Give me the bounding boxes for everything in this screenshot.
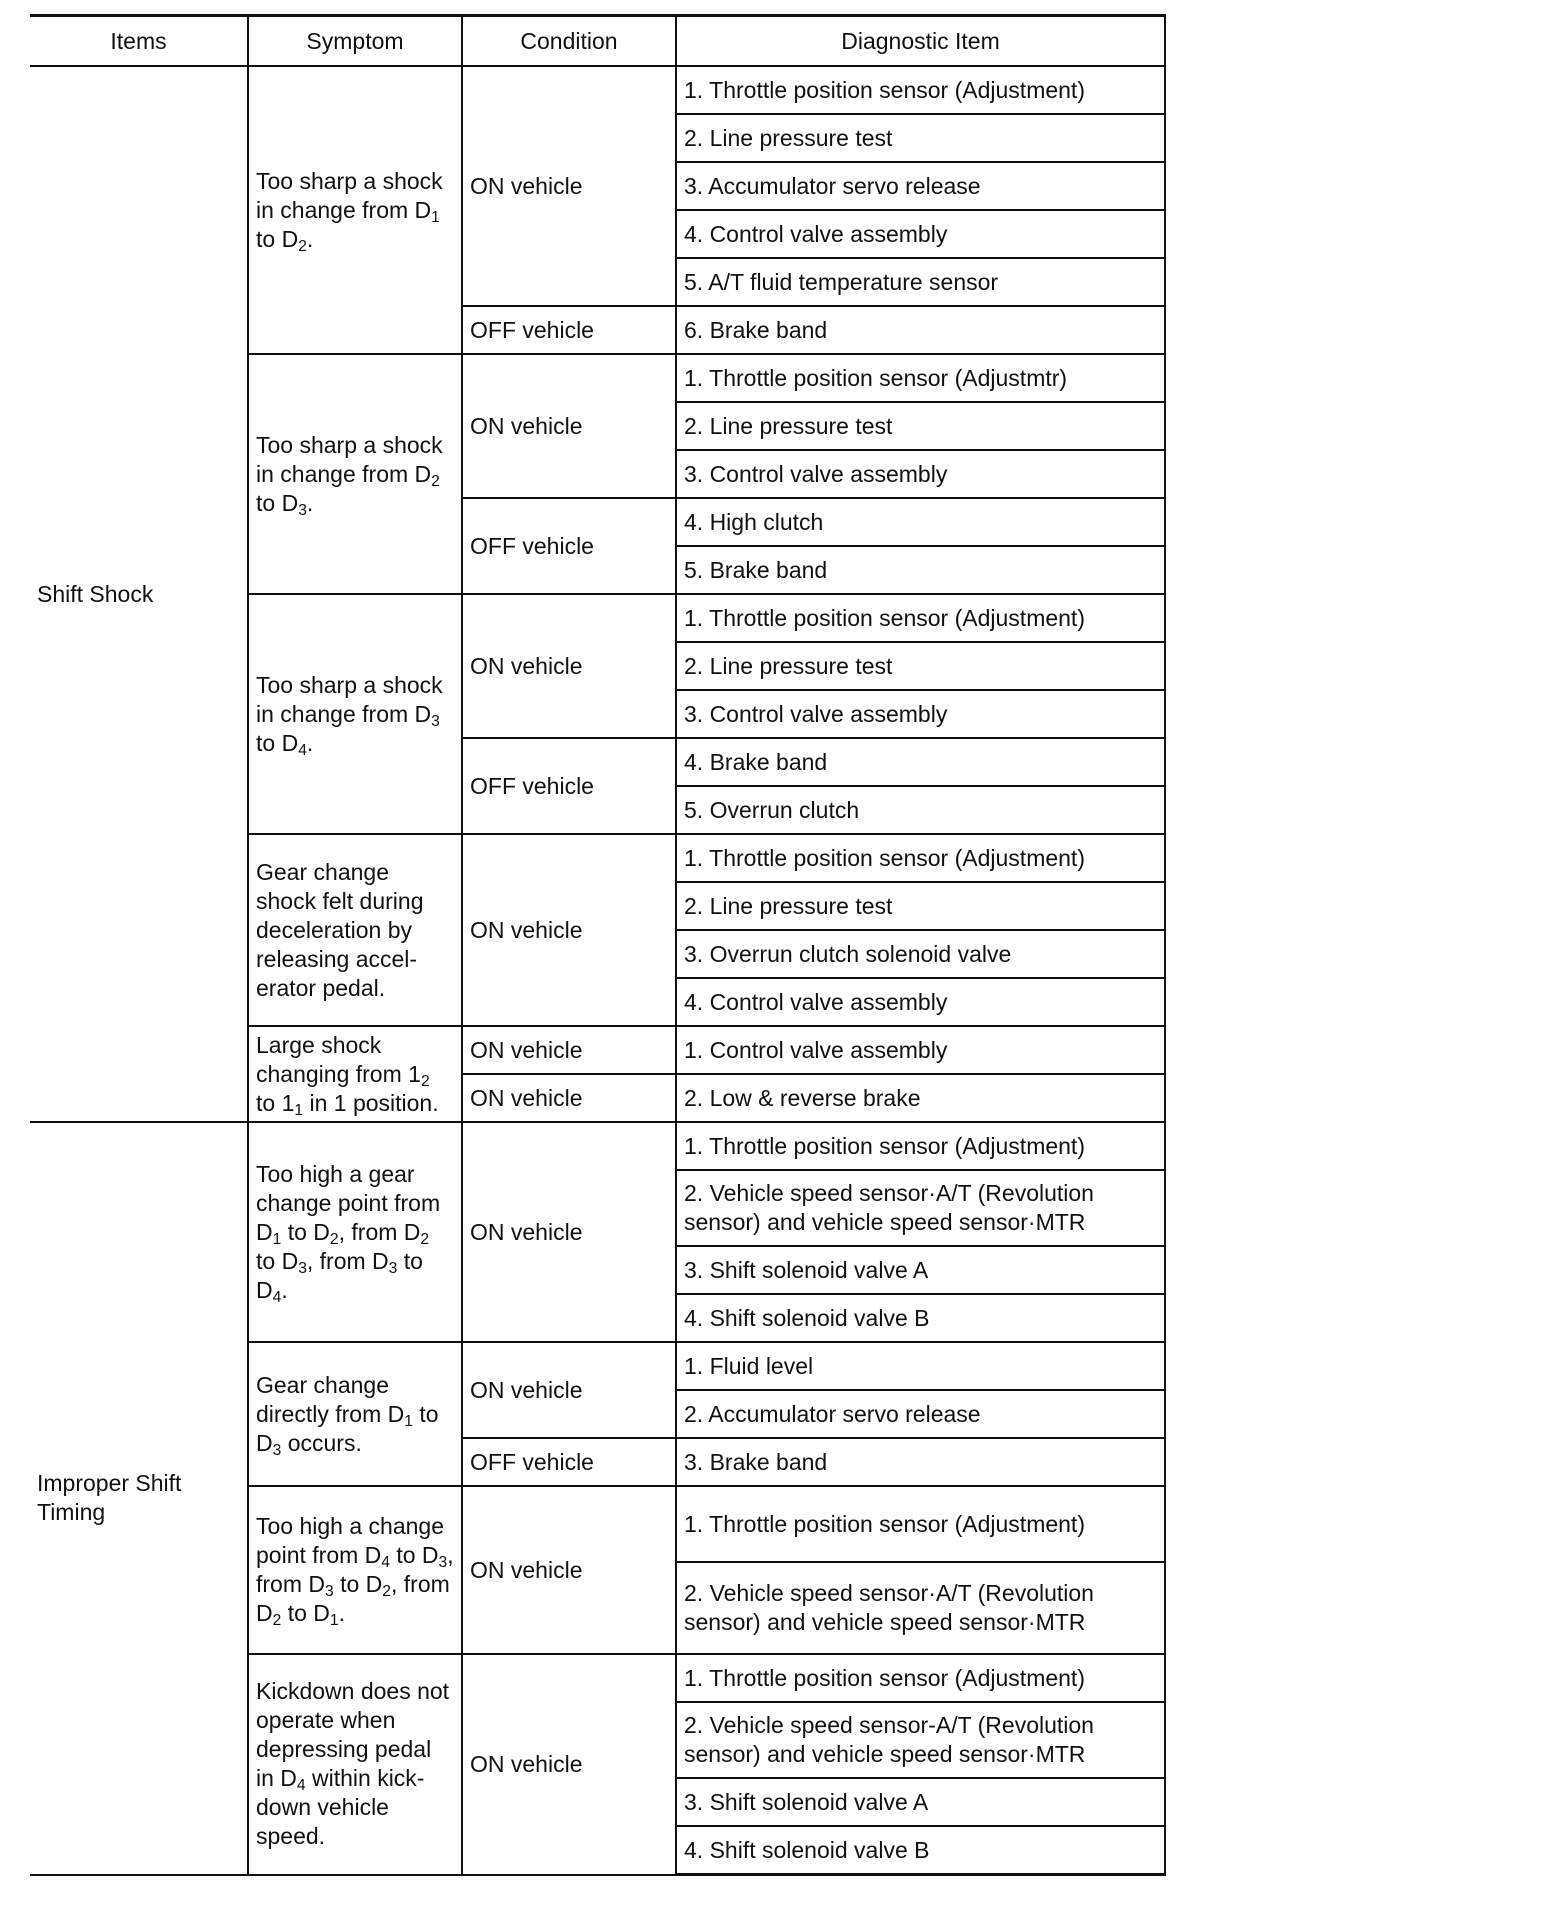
diagnostic-item: 4. Shift solenoid valve B	[676, 1294, 1165, 1342]
diagnostic-item: 3. Accumulator servo release	[676, 162, 1165, 210]
diagnostic-item: 1. Control valve assembly	[676, 1026, 1165, 1074]
table-body	[30, 66, 1165, 1875]
condition-cell: ON vehicle	[462, 1026, 676, 1074]
diagnostic-item: 1. Throttle position sensor (Adjustmtr)	[676, 354, 1165, 402]
table-row	[30, 66, 1165, 114]
symptom-cell: Gear change directly from $D_1$ to $D_3$ occurs.	[248, 1342, 462, 1486]
diagnostic-item: 2. Line pressure test	[676, 402, 1165, 450]
diagnostic-item: 4. Control valve assembly	[676, 978, 1165, 1026]
diagnostic-item: 1. Throttle position sensor (Adjustment)	[676, 834, 1165, 882]
diagnostic-item: 2. Line pressure test	[676, 642, 1165, 690]
condition-cell: ON vehicle	[462, 594, 676, 738]
header-condition: Condition	[462, 16, 676, 67]
diagnostic-item: 2. Line pressure test	[676, 114, 1165, 162]
diagnostic-item: 4. High clutch	[676, 498, 1165, 546]
diagnostic-item: 2. Line pressure test	[676, 882, 1165, 930]
diagnostic-item: 1. Throttle position sensor (Adjustment)	[676, 1122, 1165, 1170]
condition-cell: ON vehicle	[462, 354, 676, 498]
symptom-cell: Too high a change point from $D_4$ to $D_3$, from $D_3$ to $D_2$, from $D_2$ to $D_1$.	[248, 1486, 462, 1654]
condition-cell: ON vehicle	[462, 1654, 676, 1875]
condition-cell: ON vehicle	[462, 66, 676, 306]
condition-cell: OFF vehicle	[462, 1438, 676, 1486]
diagnostic-item: 1. Throttle position sensor (Adjustment)	[676, 1654, 1165, 1702]
diagnostic-item: 4. Control valve assembly	[676, 210, 1165, 258]
diagnostic-item: 3. Overrun clutch solenoid valve	[676, 930, 1165, 978]
condition-cell: OFF vehicle	[462, 498, 676, 594]
diagnostic-item: 4. Shift solenoid valve B	[676, 1826, 1165, 1875]
symptom-cell: Too sharp a shock in change from $D_2$ to $D_3$.	[248, 354, 462, 594]
diagnostic-item: 3. Shift solenoid valve A	[676, 1778, 1165, 1826]
condition-cell: OFF vehicle	[462, 738, 676, 834]
diagnostic-item: 5. Overrun clutch	[676, 786, 1165, 834]
condition-cell: ON vehicle	[462, 1486, 676, 1654]
item-category: Improper Shift Timing	[30, 1122, 248, 1875]
symptom-cell: Too high a gear change point from $D_1$ to $D_2$, from $D_2$ to $D_3$, from $D_3$ to $D_4$.	[248, 1122, 462, 1342]
diagnostic-item: 3. Brake band	[676, 1438, 1165, 1486]
symptom-cell: Large shock changing from $1_2$ to $1_1$ in 1 position.	[248, 1026, 462, 1122]
item-category: Shift Shock	[30, 66, 248, 1122]
diagnostic-item: 2. Vehicle speed sensor-A/T (Revolution sensor) and vehicle speed sensor·MTR	[676, 1702, 1165, 1778]
symptom-cell: Too sharp a shock in change from $D_3$ to $D_4$.	[248, 594, 462, 834]
diagnostic-item: 1. Throttle position sensor (Adjustment)	[676, 1486, 1165, 1562]
diagnostic-item: 1. Fluid level	[676, 1342, 1165, 1390]
symptom-cell: Gear change shock felt during deceleration by releasing accel-erator pedal.	[248, 834, 462, 1026]
header-row	[30, 16, 1165, 67]
diagnostic-item: 5. A/T fluid temperature sensor	[676, 258, 1165, 306]
diagnostic-item: 3. Control valve assembly	[676, 450, 1165, 498]
diagnostic-item: 3. Shift solenoid valve A	[676, 1246, 1165, 1294]
condition-cell: ON vehicle	[462, 834, 676, 1026]
diagnostic-item: 1. Throttle position sensor (Adjustment)	[676, 594, 1165, 642]
condition-cell: ON vehicle	[462, 1122, 676, 1342]
diagnostic-table	[30, 14, 1166, 1876]
condition-cell: ON vehicle	[462, 1342, 676, 1438]
diagnostic-item: 6. Brake band	[676, 306, 1165, 354]
header-symptom: Symptom	[248, 16, 462, 67]
diagnostic-item: 2. Low & reverse brake	[676, 1074, 1165, 1122]
header-diagnostic-item: Diagnostic Item	[676, 16, 1165, 67]
diagnostic-item: 1. Throttle position sensor (Adjustment)	[676, 66, 1165, 114]
condition-cell: ON vehicle	[462, 1074, 676, 1122]
diagnostic-item: 2. Vehicle speed sensor·A/T (Revolution sensor) and vehicle speed sensor·MTR	[676, 1170, 1165, 1246]
condition-cell: OFF vehicle	[462, 306, 676, 354]
symptom-cell: Too sharp a shock in change from $D_1$ to $D_2$.	[248, 66, 462, 354]
diagnostic-item: 2. Vehicle speed sensor·A/T (Revolution sensor) and vehicle speed sensor·MTR	[676, 1562, 1165, 1654]
diagnostic-item: 3. Control valve assembly	[676, 690, 1165, 738]
table-row	[30, 1122, 1165, 1170]
diagnostic-item: 2. Accumulator servo release	[676, 1390, 1165, 1438]
diagnostic-item: 4. Brake band	[676, 738, 1165, 786]
symptom-cell: Kickdown does not operate when depressing pedal in $D_4$ within kick-down vehicle speed.	[248, 1654, 462, 1875]
diagnostic-item: 5. Brake band	[676, 546, 1165, 594]
header-items: Items	[30, 16, 248, 67]
